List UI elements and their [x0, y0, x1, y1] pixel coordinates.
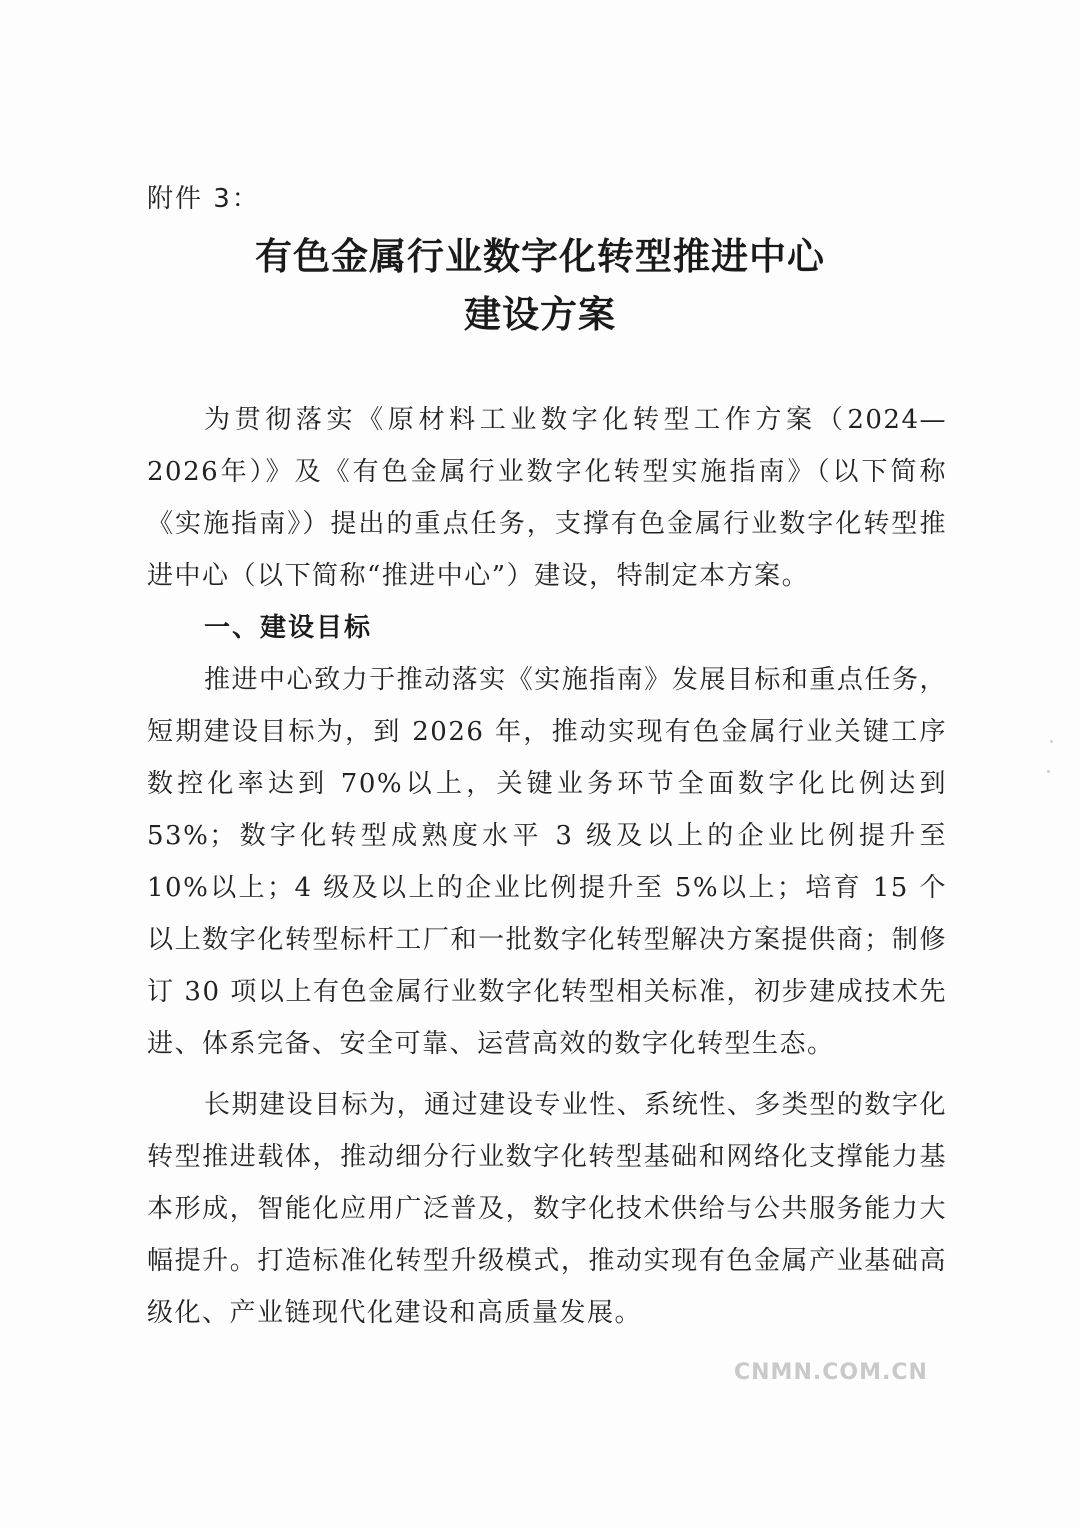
- section-heading-goals: 一、建设目标: [204, 613, 373, 643]
- scan-speck: [1047, 770, 1050, 773]
- site-watermark: CNMN.COM.CN: [734, 1360, 928, 1385]
- short-term-goals-paragraph: 推进中心致力于推动落实《实施指南》发展目标和重点任务，短期建设目标为，到 2026 年，推动实现有色金属行业关键工序数控化率达到 70%以上，关键业务环节全面数字化比例达到 53%；数字化转型成熟度水平 3 级及以上的企业比例提升至 10%以上；4 级及以上的企业比例提升至 5%以上；培育 15 个以上数字化转型标杆工厂和一批数字化转型解决方案提供商；制修订 30 项以上有色金属行业数字化转型相关标准，初步建成技术先进、体系完备、安全可靠、运营高效的数字化转型生态。: [147, 665, 947, 1059]
- document-title-line1: 有色金属行业数字化转型推进中心: [255, 235, 825, 278]
- intro-paragraph: 为贯彻落实《原材料工业数字化转型工作方案（2024—2026年）》及《有色金属行业数字化转型实施指南》（以下简称《实施指南》）提出的重点任务，支撑有色金属行业数字化转型推进中心（以下简称“推进中心”）建设，特制定本方案。: [147, 405, 947, 591]
- long-term-goals-paragraph: 长期建设目标为，通过建设专业性、系统性、多类型的数字化转型推进载体，推动细分行业数字化转型基础和网络化支撑能力基本形成，智能化应用广泛普及，数字化技术供给与公共服务能力大幅提升。打造标准化转型升级模式，推动实现有色金属产业基础高级化、产业链现代化建设和高质量发展。: [147, 1090, 947, 1328]
- scan-speck: [1050, 740, 1053, 743]
- document-title-line2: 建设方案: [464, 293, 616, 336]
- attachment-label: 附件 3：: [147, 184, 260, 214]
